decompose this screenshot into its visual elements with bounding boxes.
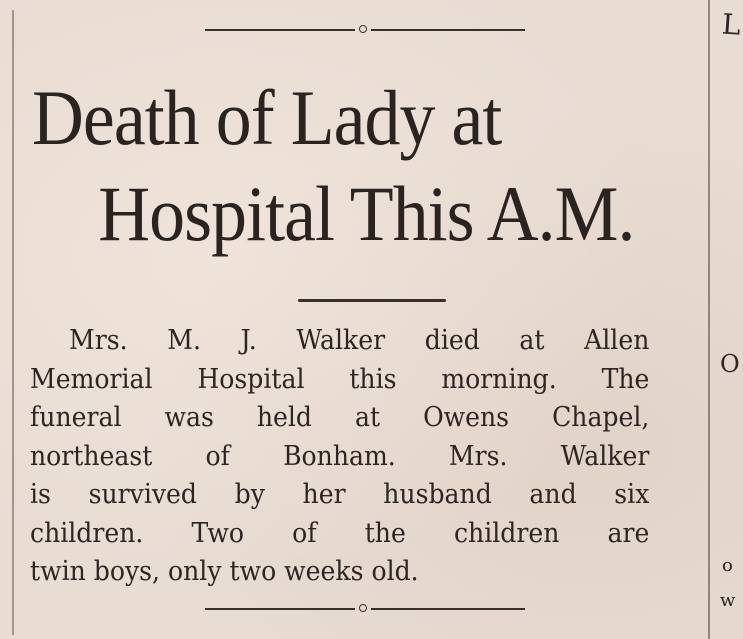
adjacent-column-fragment: L <box>720 7 742 42</box>
headline <box>32 70 648 262</box>
right-column-rule <box>708 0 710 639</box>
headline-divider <box>298 299 446 302</box>
top-ornament-divider <box>205 25 525 35</box>
adjacent-column-fragment: O <box>720 350 740 378</box>
article-body <box>30 322 649 592</box>
adjacent-column-fragment: o <box>722 555 733 576</box>
bottom-ornament-divider <box>205 604 525 614</box>
body-line: funeral was held at Owens Chapel, <box>30 402 650 433</box>
adjacent-column-fragment: w <box>720 590 736 611</box>
left-column-rule <box>12 10 14 635</box>
body-line: twin boys, only two weeks old. <box>30 556 419 587</box>
body-line: Memorial Hospital this morning. The <box>30 363 650 395</box>
headline-line-2: Hospital This A.M. <box>98 170 635 257</box>
body-line: Mrs. M. J. Walker died at Allen <box>69 325 650 356</box>
headline-line-1: Death of Lady at <box>32 74 502 161</box>
body-line: children. Two of the children are <box>30 517 650 549</box>
body-line: is survived by her husband and six <box>30 479 650 510</box>
body-line: northeast of Bonham. Mrs. Walker <box>30 440 650 472</box>
